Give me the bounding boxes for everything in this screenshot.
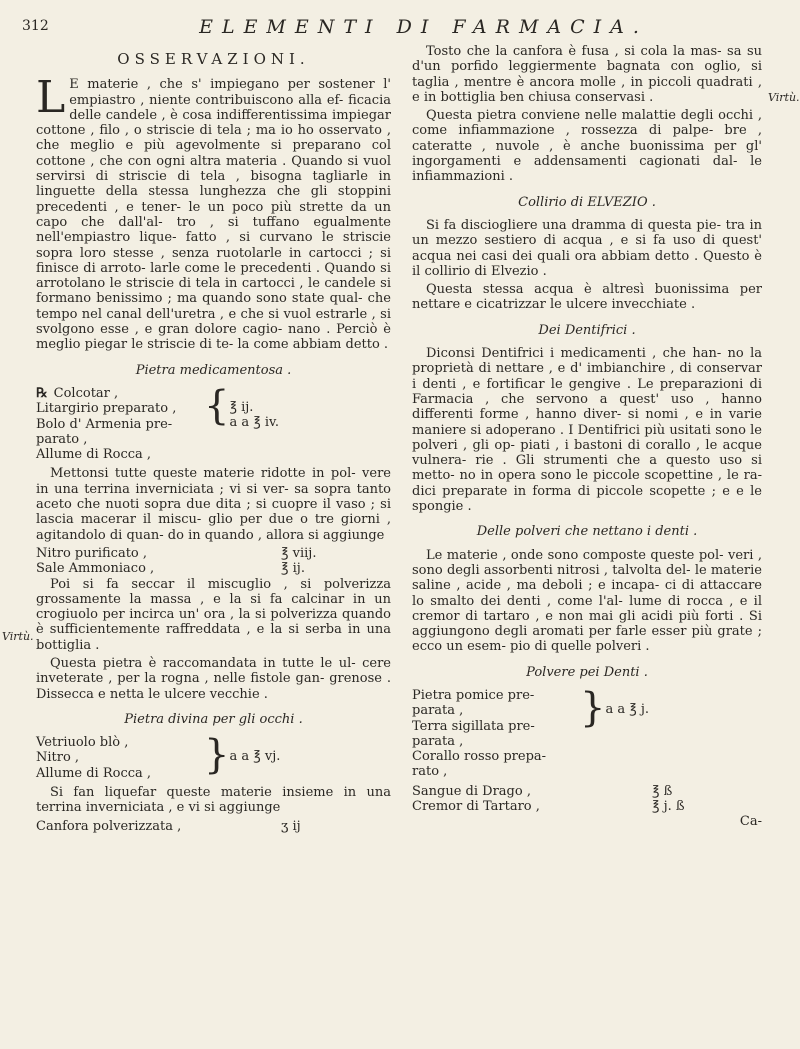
- polvere-recipe: [412, 684, 762, 780]
- divina-title: Pietra divina per gli occhi .: [124, 711, 303, 727]
- ingredient: Canfora polverizzata ,: [36, 818, 182, 834]
- polvere-ingredients: [412, 688, 580, 780]
- polveri-text: Le materie , onde sono composte queste pol- veri , sono degli assorbenti nitrosi , talvolta del- le materie saline , acide , ma deboli ; e incapa- ci di attaccare lo smalto dei denti , come l'al- lume di rocca , e il cremor di tartaro , e non mai gli acidi più forti . Si aggiungono degli aromati per farle esser più grate ; ecco un esem- pio di quelle polveri .: [412, 547, 762, 655]
- pietra-text-2: Poi si fa seccar il miscuglio , si polverizza grossamente la massa , e la si fa calcinar in un crogiuolo per incirca un' ora , la si polverizza quando è sufficientemente raffreddata , e la si serba in una bottiglia .: [36, 576, 391, 653]
- dose: ℥ j. ß: [652, 799, 685, 815]
- pietra-add-line: [36, 561, 391, 576]
- drop-cap: L: [36, 72, 66, 124]
- collirio-text-2: Questa stessa acqua è altresì buonissima per nettare e cicatrizzar le ulcere invecchiate .: [412, 282, 762, 313]
- dose: ℥ viij.: [281, 545, 317, 561]
- right-column: [412, 44, 762, 830]
- divina-recipe: [36, 732, 391, 781]
- ingredient: Vetriuolo blò ,: [36, 735, 129, 751]
- divina-text: Si fan liquefar queste materie insieme in una terrina inverniciata , e vi si aggiunge: [36, 785, 391, 816]
- pietra-ingredients: [36, 386, 204, 462]
- left-column: [36, 44, 391, 834]
- ingredient: Nitro ,: [36, 750, 80, 766]
- dose: a a ℥ iv.: [229, 415, 279, 431]
- dose: ʒ ij: [281, 818, 301, 834]
- ingredient: parata ,: [412, 733, 464, 749]
- pietra-recipe: [36, 382, 391, 463]
- ingredient: Bolo d' Armenia pre-: [36, 416, 173, 432]
- ingredient: Corallo rosso prepa-: [412, 749, 547, 765]
- pietra-text-3: Questa pietra è raccomandata in tutte le ul- cere inveterate , per la rogna , nelle fistole gan- grenose . Dissecca e netta le ulcere vecchie .: [36, 655, 391, 702]
- polvere-title: Polvere pei Denti .: [526, 664, 648, 680]
- margin-note-left: Virtù.: [2, 630, 34, 643]
- dose: ℥ ij.: [281, 561, 305, 577]
- ingredient: Cremor di Tartaro ,: [412, 799, 540, 815]
- ingredient: Nitro purificato ,: [36, 545, 148, 561]
- pietra-add-line: [36, 546, 391, 561]
- dose: ℥ ß: [652, 783, 673, 799]
- intro-paragraph: [36, 72, 391, 353]
- divina-ingredients: [36, 735, 204, 781]
- pietra-title: Pietra medicamentosa .: [135, 362, 292, 378]
- ingredient: Allume di Rocca ,: [36, 447, 152, 463]
- polvere-add-line: [412, 799, 762, 814]
- right-para-1: Tosto che la canfora è fusa , si cola la mas- sa su d'un porfido leggiermente bagnata con oglio, si taglia , mentre è ancora molle , in piccoli quadrati , e in bottiglia ben chiusa conservasi .: [412, 44, 762, 105]
- collirio-text: Si fa disciogliere una dramma di questa pie- tra in un mezzo sestiero di acqua , e si fa uso di quest' acqua nei casi dei quali ora abbiam detto . Questo è il collirio di Elvezio .: [412, 217, 762, 279]
- intro-text: E materie , che s' impiegano per sostener l' empiastro , niente contribuiscono alla ef- ficacia delle candele , è cosa indifferentissima impiegar cottone , filo , o striscie di tela ; ma io ho osservato , che meglio e più agevolmente si preparano col cottone , che con ogni altra materia . Quando si vuol servirsi di striscie di tela , bisogna tagliarle in linguette della stessa lunghezza che gli stoppini precedenti , e tener- le un poco più strette da un capo che dall'al- tro , si tuffano egualmente nell'empiastro lique- fatto , si curvano le striscie sopra loro stesse , senza ruotolarle in cartocci ; si finisce di arroto- larle come le precedenti . Quando si arrotolano le striscie di tela in cartocci , le candele si formano benissimo ; ma quando sono state qual- che tempo nel canal dell'uretra , e che si vuol estrarle , si svolgono esse , e gran dolore cagio- nano . Perciò è meglio piegar le striscie di te- la come abbiam detto .: [36, 77, 391, 353]
- polvere-dose: a a ℥ j.: [605, 701, 650, 717]
- catchword: Ca-: [739, 814, 762, 830]
- brace-icon: }: [580, 684, 606, 731]
- ingredient: Pietra pomice pre-: [412, 687, 535, 703]
- brace-icon: }: [204, 732, 230, 779]
- ingredient: parato ,: [36, 431, 88, 447]
- right-para-2: Questa pietra conviene nelle malattie degli occhi , come infiammazione , rossezza di palpe- bre , cateratte , nuvole , è anche buonissima per gl' ingorgamenti e addensamenti cagionati dal- le infiammazioni .: [412, 108, 762, 185]
- ingredient: parata ,: [412, 703, 464, 719]
- page-header: [22, 14, 770, 42]
- pietra-doses: [229, 386, 391, 462]
- dentifrici-text: Diconsi Dentifrici i medicamenti , che han- no la proprietà di nettare , e d' imbianchire , di conservar i denti , e fortificar le gengive . Le preparazioni di Farmacia , che servono a quest' uso , hanno differenti forme , hanno diver- si nomi , e in varie maniere si adoperano . I Dentifrici più usitati sono le polveri , gli op- piati , i bastoni di corallo , le acque vulnera- rie . Gli strumenti che a questo uso si metto- no in opera sono le piccole scopettine , le ra- dici preparate in forma di piccole scopette ; e e le spongie .: [412, 346, 762, 515]
- polvere-add-line: [412, 784, 762, 799]
- recipe-symbol-icon: ℞: [36, 385, 48, 401]
- dentifrici-title: Dei Dentifrici .: [538, 322, 636, 338]
- pietra-text-1: Mettonsi tutte queste materie ridotte in pol- vere in una terrina inverniciata ; vi si ver- sa sopra tanto aceto che nuoti sopra due dita ; si cuopre il vaso ; si lascia macerar il miscu- glio per due o tre giorni , agitandolo di quan- do in quando , allora si aggiunge: [36, 466, 391, 543]
- polveri-title: Delle polveri che nettano i denti .: [476, 524, 698, 540]
- section-title-osservazioni: OSSERVAZIONI.: [117, 50, 310, 68]
- ingredient: Litargirio preparato ,: [36, 401, 177, 417]
- ingredient: Colcotar ,: [53, 385, 119, 401]
- divina-dose: a a ℥ vj.: [229, 749, 281, 765]
- running-title: ELEMENTI DI FARMACIA.: [199, 16, 648, 38]
- divina-add-line: [36, 819, 391, 834]
- ingredient: Allume di Rocca ,: [36, 765, 152, 781]
- page-number: 312: [22, 18, 49, 34]
- margin-note-right: Virtù.: [768, 91, 800, 104]
- ingredient: Terra sigillata pre-: [412, 718, 535, 734]
- brace-icon: {: [204, 382, 230, 429]
- dose: ℥ ij.: [229, 399, 254, 415]
- ingredient: Sale Ammoniaco ,: [36, 561, 155, 577]
- ingredient: rato ,: [412, 764, 448, 780]
- ingredient: Sangue di Drago ,: [412, 783, 531, 799]
- collirio-title: Collirio di ELVEZIO .: [518, 194, 656, 210]
